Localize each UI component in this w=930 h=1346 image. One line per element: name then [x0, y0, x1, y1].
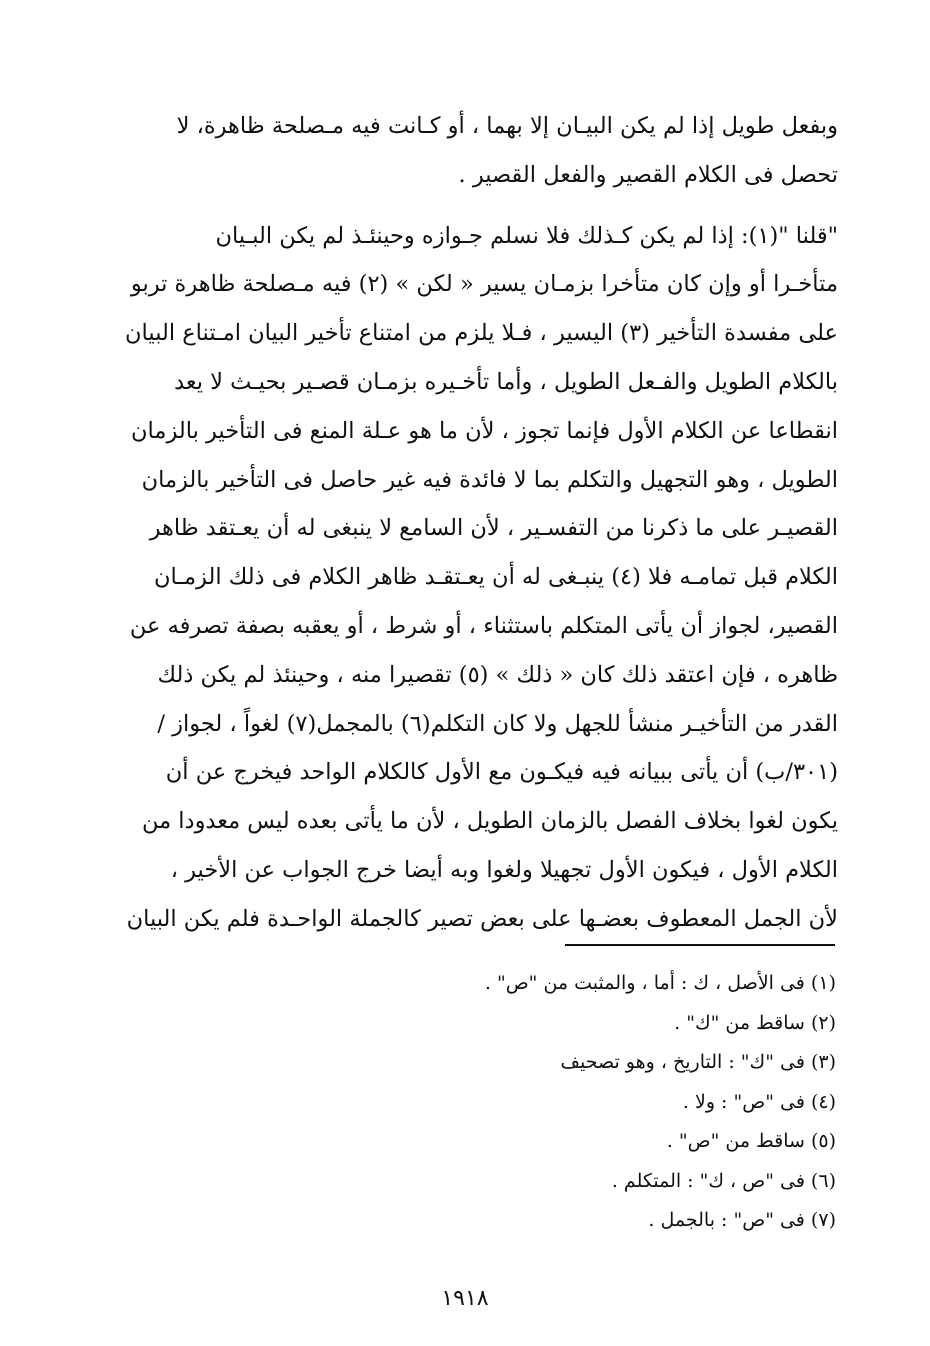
footnote: (٤) فى "ص" : ولا .: [682, 1090, 836, 1113]
footnote: (١) فى الأصل ، ك : أما ، والمثبت من "ص" .: [484, 972, 836, 994]
text-line: يكون لغوا بخلاف الفصل بالزمان الطويل ، لأن ما يأتى بعده ليس معدودا من: [141, 808, 838, 835]
text-line: وبفعل طويل إذا لم يكن البيـان إلا بهما ، أو كـانت فيه مـصلحة ظاهرة، لا: [176, 113, 838, 139]
text-line: القصير، لجواز أن يأتى المتكلم باستثناء ، أو شرط ، أو يعقبه بصفة تصرفه عن: [129, 612, 838, 639]
text-line: (٣٠١/ب) أن يأتى ببيانه فيه فيكـون مع الأول كالكلام الواحد فيخرج عن أن: [165, 759, 838, 786]
footnote: (٦) فى "ص ، ك" : المتكلم .: [611, 1169, 836, 1192]
footnote-separator: [565, 944, 835, 946]
main-text: [100, 102, 838, 944]
text-line: على مفسدة التأخير (٣) اليسير ، فـلا يلزم من امتناع تأخير البيان امـتناع البيان: [125, 320, 838, 347]
text-line: القدر من التأخيـر منشأ للجهل ولا كان التكلم(٦) بالمجمل(٧) لغواً ، لجواز /: [157, 710, 838, 737]
text-line: الكلام الأول ، فيكون الأول تجهيلا ولغوا وبه أيضا خرج الجواب عن الأخير ،: [170, 856, 838, 883]
text-line: متأخـرا أو وإن كان متأخرا بزمـان يسير « لكن » (٢) فيه مـصلحة ظاهرة تربو: [130, 271, 838, 298]
paragraph-gap: [100, 200, 838, 212]
text-line: القصيـر على ما ذكرنا من التفسـير ، لأن السامع لا ينبغى له أن يعـتقد ظاهر: [149, 515, 838, 542]
text-line: "قلنا "(١): إذا لم يكن كـذلك فلا نسلم جـوازه وحينئـذ لم يكن البـيان: [215, 222, 838, 249]
text-line: ظاهره ، فإن اعتقد ذلك كان « ذلك » (٥) تقصيرا منه ، وحينئذ لم يكن ذلك: [157, 661, 838, 688]
text-line: تحصل فى الكلام القصير والفعل القصير .: [458, 161, 838, 188]
text-line: انقطاعا عن الكلام الأول فإنما تجوز ، لأن ما هو عـلة المنع فى التأخير بالزمان: [131, 417, 838, 444]
page-number: ١٩١٨: [441, 1286, 489, 1311]
footnote: (٢) ساقط من "ك" .: [674, 1011, 836, 1034]
text-line: الطويل ، وهو التجهيل والتكلم بما لا فائدة فيه غير حاصل فى التأخير بالزمان: [141, 466, 838, 493]
footnote: (٧) فى "ص" : بالجمل .: [648, 1209, 836, 1231]
text-line: بالكلام الطويل والفـعل الطويل ، وأما تأخـيره بزمـان قصـير بحيـث لا يعد: [174, 368, 838, 395]
footnote: (٣) فى "ك" : التاريخ ، وهو تصحيف: [560, 1051, 836, 1073]
text-line: لأن الجمل المعطوف بعضـها على بعض تصير كالجملة الواحـدة فلم يكن البيان: [126, 905, 838, 932]
text-line: الكلام قبل تمامـه فلا (٤) ينبـغى له أن يعـتقـد ظاهر الكلام فى ذلك الزمـان: [154, 564, 838, 591]
footnote: (٥) ساقط من "ص" .: [666, 1130, 836, 1152]
footnotes: [300, 964, 836, 1241]
